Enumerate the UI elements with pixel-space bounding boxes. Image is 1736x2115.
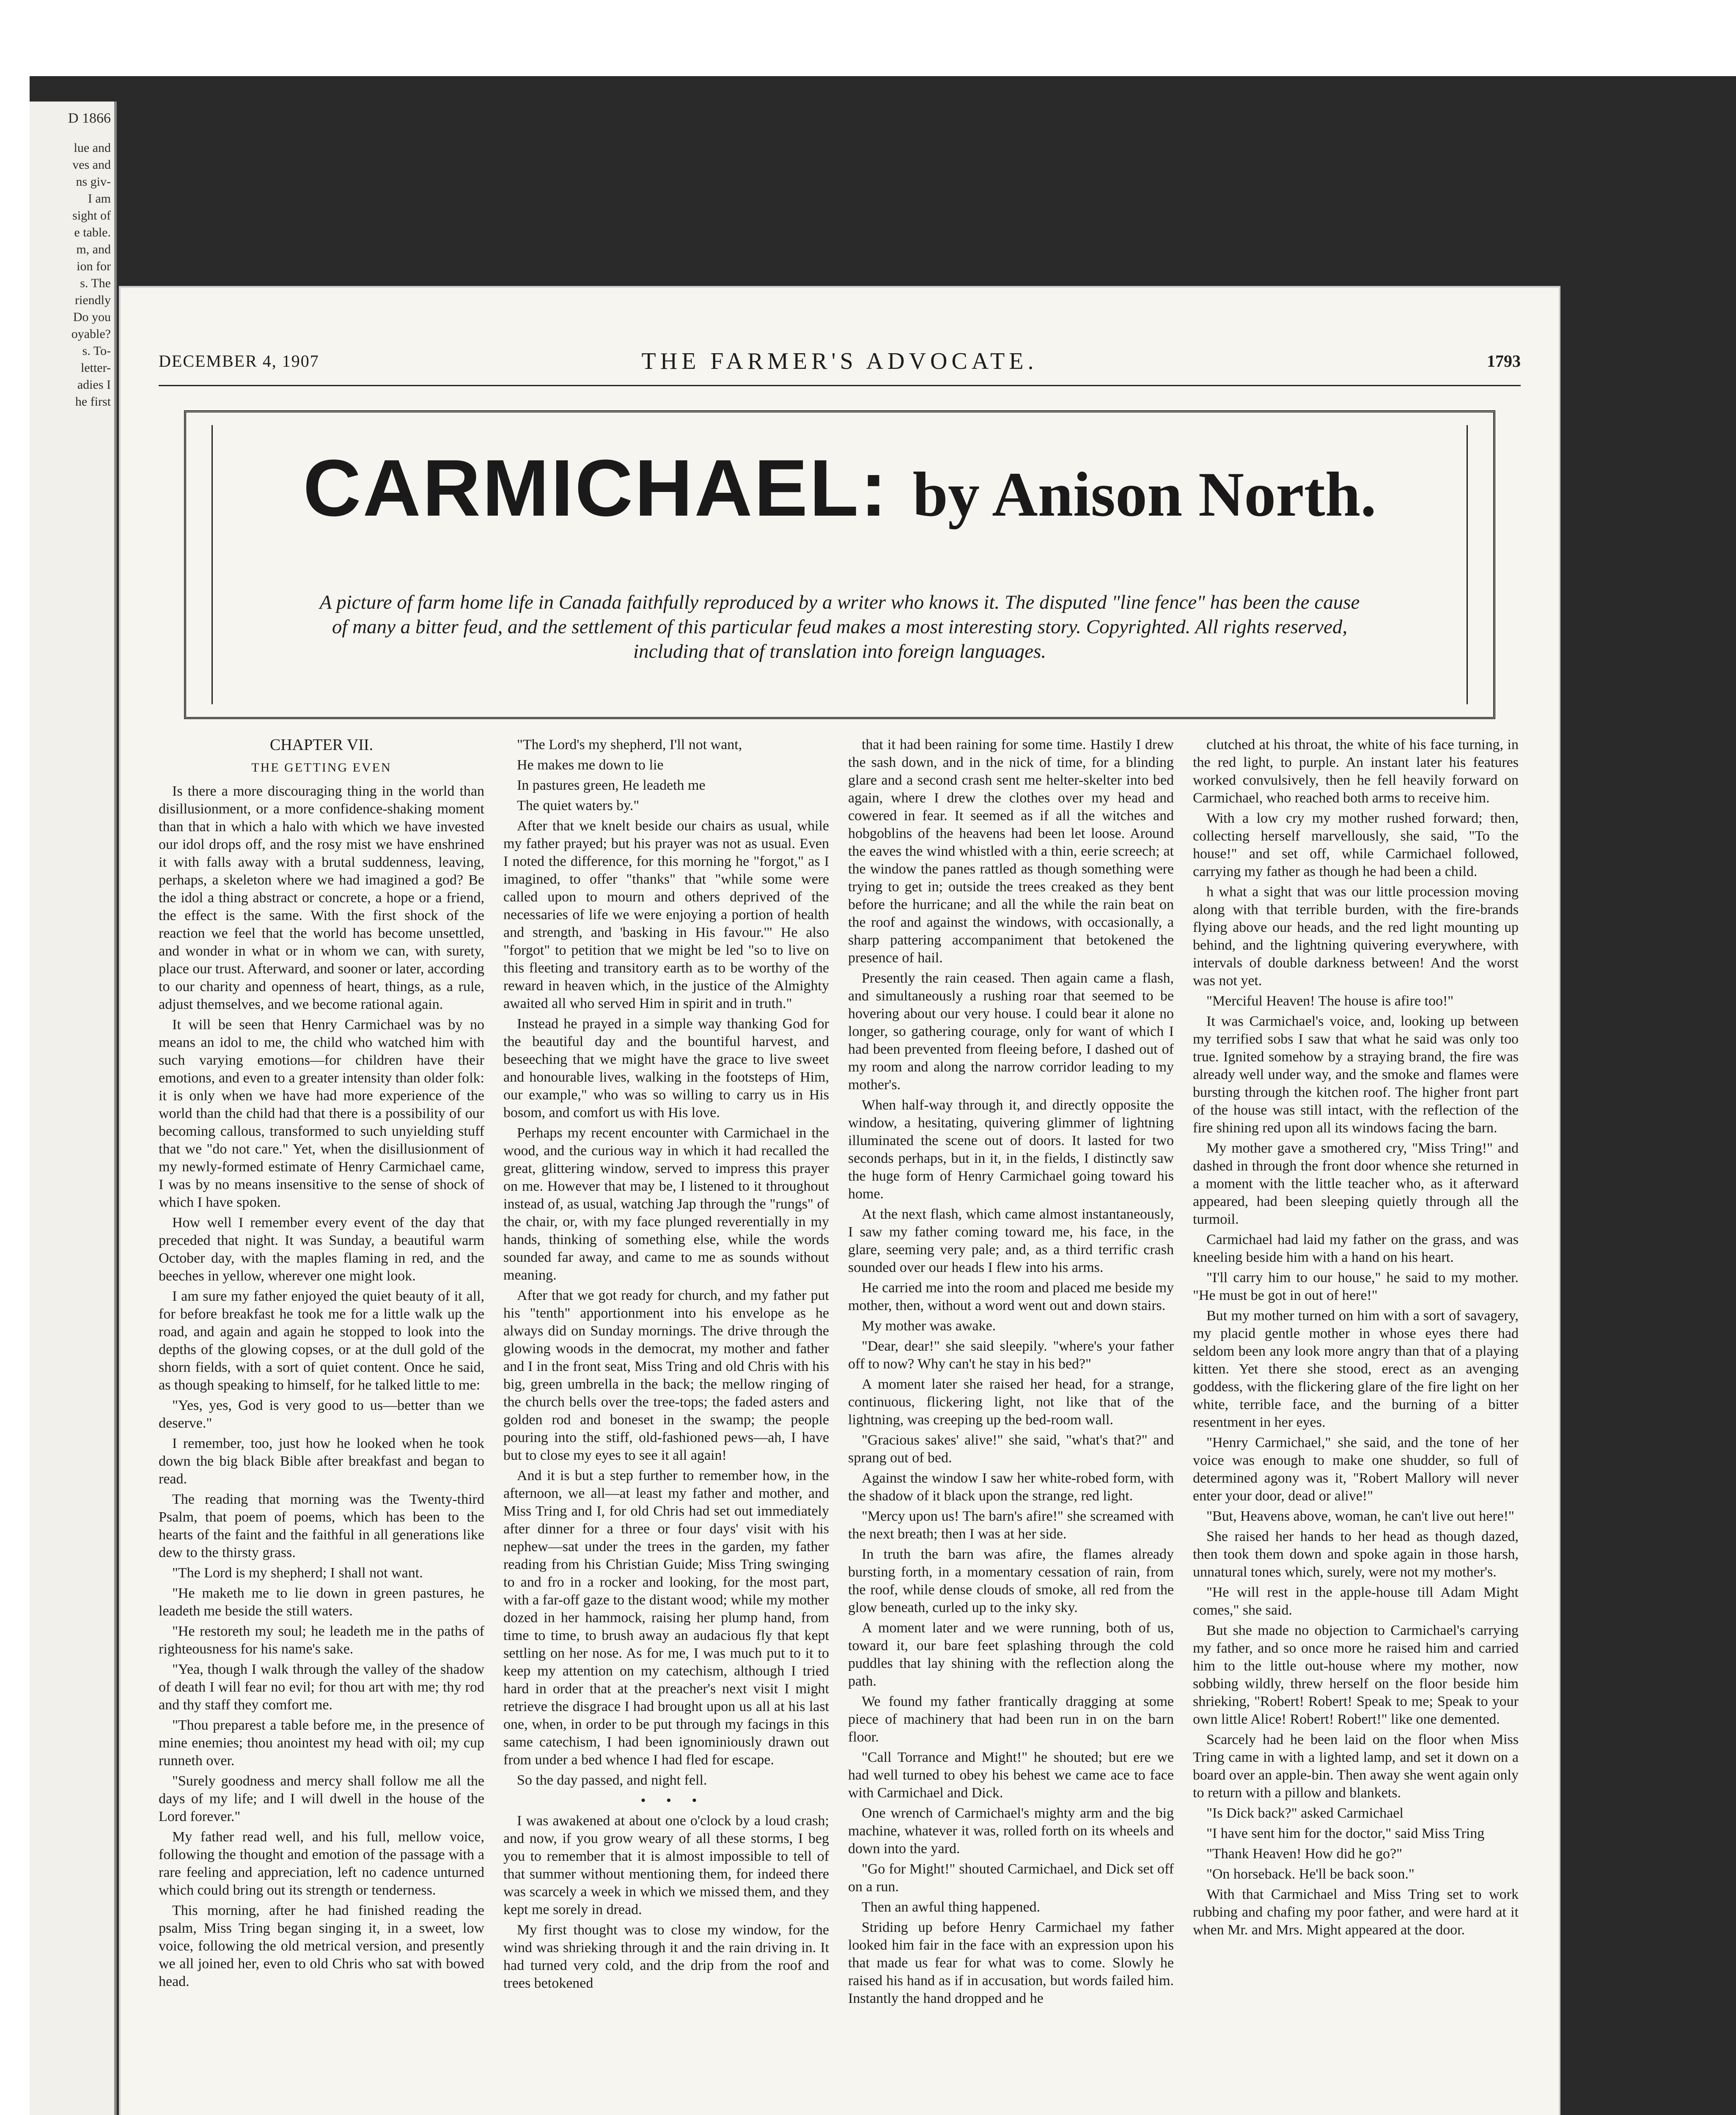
paragraph: So the day passed, and night fell.: [517, 1772, 707, 1788]
paragraph: A moment later and we were running, both of us, toward it, our bare feet splashing through the cold puddles that lay shining with the reflection along the path.: [848, 1620, 1174, 1689]
previous-page-line: he first: [75, 395, 111, 409]
column-2: [503, 736, 829, 2115]
previous-page-line: Do you: [73, 310, 111, 324]
paragraph: The quiet waters by.": [517, 798, 640, 813]
paragraph: "Dear, dear!" she said sleepily. "where's your father off to now? Why can't he stay in his bed?": [848, 1338, 1174, 1372]
previous-page-line: I am: [88, 192, 111, 206]
previous-page-line: m, and: [76, 242, 111, 256]
previous-page-line: adies I: [77, 378, 111, 392]
paragraph: clutched at his throat, the white of his face turning, in the red light, to purple. An instant later his features worked convulsively, then he fell heavily forward on Carmichael, who reached both arms to receive him.: [1193, 737, 1519, 806]
story-byline: by Anison North.: [912, 459, 1376, 530]
paragraph: Instead he prayed in a simple way thanking God for the beautiful day and the bountiful harvest, and beseeching that we might have the grace to live sweet and honourable lives, walking in the footsteps of Him, our example," who was so willing to carry us in His bosom, and comfort us with His love.: [503, 1016, 829, 1121]
paragraph: My first thought was to close my window, for the wind was shrieking through it and the rain driving in. It had turned very cold, and the drip from the roof and trees betokened: [503, 1922, 829, 1991]
paragraph: "The Lord's my shepherd, I'll not want,: [517, 737, 742, 753]
paragraph: "I'll carry him to our house," he said to my mother. "He must be got in out of here!": [1193, 1270, 1519, 1303]
paragraph: He makes me down to lie: [517, 757, 664, 773]
paragraph: But my mother turned on him with a sort of savagery, my placid gentle mother in whose eyes there had seldom been any look more angry than that of a playing kitten. Yet there she stood, erect as an avenging goddess, with the flickering glare of the fire light on her white, terrible face, and the burning of a bitter resentment in her eyes.: [1193, 1308, 1519, 1430]
story-title-main: CARMICHAEL:: [303, 443, 889, 533]
paragraph: Carmichael had laid my father on the grass, and was kneeling beside him with a hand on his heart.: [1193, 1232, 1519, 1265]
previous-page-line: letter-: [80, 361, 111, 375]
paragraph: My mother gave a smothered cry, "Miss Tring!" and dashed in through the front door whence she returned in a moment with the little teacher who, as it afterward appeared, had been sleeping quietly through all the turmoil.: [1193, 1140, 1519, 1227]
paragraph: "Yea, though I walk through the valley of the shadow of death I will fear no evil; for thou art with me; thy rod and thy staff they comfort me.: [159, 1662, 484, 1713]
paragraph: We found my father frantically dragging at some piece of machinery that had been run in on the barn floor.: [848, 1694, 1174, 1745]
paragraph: "On horseback. He'll be back soon.": [1206, 1866, 1415, 1882]
paragraph: In pastures green, He leadeth me: [517, 777, 706, 793]
scan-margin-top: [0, 0, 1736, 76]
paragraph: How well I remember every event of the day that preceded that night. It was Sunday, a beautiful warm October day, with the maples flaming in red, and the beeches in yellow, wherever one might look.: [159, 1215, 484, 1284]
paragraph: "He maketh me to lie down in green pastures, he leadeth me beside the still waters.: [159, 1585, 484, 1619]
paragraph: "Gracious sakes' alive!" she said, "what's that?" and sprang out of bed.: [848, 1432, 1174, 1466]
paragraph: She raised her hands to her head as though dazed, then took them down and spoke again in those harsh, unnatural tones which, surely, were not my mother's.: [1193, 1529, 1519, 1580]
paragraph: "Yes, yes, God is very good to us—better than we deserve.": [159, 1398, 484, 1431]
paragraph: With a low cry my mother rushed forward; then, collecting herself marvellously, she said, "To the house!" and set off, while Carmichael followed, carrying my father as though he had been a child.: [1193, 810, 1519, 879]
previous-page-line: ns giv-: [76, 175, 111, 189]
previous-page-line: sight of: [72, 209, 111, 222]
column-4: [1193, 736, 1519, 2115]
paragraph: This morning, after he had finished reading the psalm, Miss Tring began singing it, in a sweet, low voice, following the old metrical version, and presently we all joined her, even to old Chris who sat with bowed head.: [159, 1903, 484, 1989]
previous-page-line: oyable?: [71, 327, 111, 341]
title-box: [184, 410, 1495, 719]
story-title: [186, 442, 1493, 534]
paragraph: "Thank Heaven! How did he go?": [1206, 1846, 1403, 1862]
paragraph: My mother was awake.: [862, 1318, 996, 1334]
paragraph: I was awakened at about one o'clock by a loud crash; and now, if you grow weary of all these storms, I beg you to remember that it is almost impossible to tell of that summer without mentioning them, for indeed there was scarcely a week in which we missed them, and they kept me sorely in dread.: [503, 1813, 829, 1917]
paragraph: "The Lord is my shepherd; I shall not want.: [172, 1565, 423, 1581]
page-number: 1793: [1487, 352, 1521, 371]
paragraph: Scarcely had he been laid on the floor when Miss Tring came in with a lighted lamp, and set it down on a board over an apple-bin. Then away she went again only to return with a pillow and blankets.: [1193, 1732, 1519, 1801]
paper-name: THE FARMER'S ADVOCATE.: [641, 348, 1038, 374]
paragraph: Striding up before Henry Carmichael my father looked him fair in the face with an expression upon his that made us fear for what was to come. Slowly he raised his hand as if in accusation, but words failed him. Instantly the hand dropped and he: [848, 1920, 1174, 2006]
paragraph: In truth the barn was afire, the flames already bursting forth, in a momentary cessation of rain, from the roof, while dense clouds of smoke, all red from the glow beneath, curled up to the inky sky.: [848, 1546, 1174, 1615]
paragraph: that it had been raining for some time. Hastily I drew the sash down, and in the nick of time, for a blinding glare and a second crash sent me helter-skelter into bed again, where I drew the clothes over my head and cowered in fear. It seemed as if all the witches and hobgoblins of the heavens had been let loose. Around the eaves the wind whistled with a thin, eerie screech; at the window the panes rattled as though something were trying to get in; outside the trees creaked as they bent before the hurricane; and all the while the rain beat on the roof and against the windows, with occasionally, a sharp pattering accompaniment that betokened the presence of hail.: [848, 737, 1174, 966]
paragraph: "He restoreth my soul; he leadeth me in the paths of righteousness for his name's sake.: [159, 1623, 484, 1657]
paragraph: A moment later she raised her head, for a strange, continuous, flickering light, not like that of the lightning, was creeping up the bed-room wall.: [848, 1376, 1174, 1428]
paragraph: It was Carmichael's voice, and, looking up between my terrified sobs I saw that what he said was only too true. Ignited somehow by a straying brand, the fire was already well under way, and the smoke and flames were bursting through the kitchen roof. The higher front part of the house was still intact, with the reflection of the fire shining red upon all its windows facing the barn.: [1193, 1014, 1519, 1136]
previous-page-line: ves and: [72, 158, 111, 172]
previous-page-line: s. The: [80, 276, 111, 290]
paragraph: Against the window I saw her white-robed form, with the shadow of it black upon the strange, red light.: [848, 1470, 1174, 1504]
header-rule: [159, 385, 1521, 386]
paragraph: One wrench of Carmichael's mighty arm and the big machine, whatever it was, rolled forth on its wheels and down into the yard.: [848, 1805, 1174, 1857]
paragraph: "Thou preparest a table before me, in the presence of mine enemies; thou anointest my head with oil; my cup runneth over.: [159, 1717, 484, 1769]
paragraph: It will be seen that Henry Carmichael was by no means an idol to me, the child who watched him with such varying emotions—for children have their emotions, and even to a greater intensity than older folk: it is only when we have had more experience of the world than the child had that there is a possibility of our becoming callous, transformed to such unyielding stuff that we "do not care." Yet, when the disillusionment of my newly-formed estimate of Henry Carmichael came, I was by no means insensitive to the sense of shock of which I have spoken.: [159, 1017, 484, 1210]
scan-margin-left: [0, 0, 30, 2115]
paragraph: Perhaps my recent encounter with Carmichael in the wood, and the curious way in which it had recalled the great, glittering window, served to impress this prayer on me. However that may be, I listened to it throughout instead of, as usual, watching Jap through the "rungs" of the chair, or, with my face plunged reverentially in my hands, thinking of something else, while the words sounded far away, and came to me as sounds without meaning.: [503, 1125, 829, 1283]
paragraph: I remember, too, just how he looked when he took down the big black Bible after breakfast and began to read.: [159, 1436, 484, 1487]
column-3: [848, 736, 1174, 2115]
previous-page-line: e table.: [74, 225, 111, 239]
paragraph: After that we got ready for church, and my father put his "tenth" apportionment into his envelope as he always did on Sunday mornings. The drive through the glowing woods in the democrat, my mother and father and I in the front seat, Miss Tring and old Chris with his big, green umbrella in the back; the mellow ringing of the church bells over the tree-tops; the faded asters and golden rod and boneset in the swamp; the people pouring into the stiff, old-fashioned pews—ah, I have but to close my eyes to see it all again!: [503, 1288, 829, 1463]
text-columns: [159, 736, 1521, 2115]
paragraph: My father read well, and his full, mellow voice, following the thought and emotion of the passage with a rare feeling and appreciation, left no cadence unturned which could bring out its strength or tenderness.: [159, 1829, 484, 1898]
paragraph: At the next flash, which came almost instantaneously, I saw my father coming toward me, his face, in the glare, seeming very pale; and, as a third terrific crash sounded over our heads I flew into his arms.: [848, 1206, 1174, 1275]
paragraph: "Is Dick back?" asked Carmichael: [1206, 1805, 1404, 1821]
paragraph: Is there a more discouraging thing in the world than disillusionment, or a more confidence-shaking moment than that in which a halo with which we have invested our idol drops off, and the rosy mist we have enshrined it with falls away with a brutal suddenness, leaving, perhaps, a skeleton where we had imagined a god? Be the idol a thing abstract or concrete, a hope or a friend, the effect is the same. With the first shock of the reaction we feel that the world has become unsettled, and wonder in what or in whom we can, with surety, place our trust. Afterward, and sooner or later, according to our charity and openness of heart, things, as a rule, adjust themselves, and we become rational again.: [159, 783, 484, 1012]
paragraph: The reading that morning was the Twenty-third Psalm, that poem of poems, which has been to the hearts of the faint and the faithful in all generations like dew to the thirsty grass.: [159, 1491, 484, 1560]
column-1: [159, 736, 484, 2115]
paragraph: After that we knelt beside our chairs as usual, while my father prayed; but his prayer was not as usual. Even I noted the difference, for this morning he "forgot," as I imagined, to offer "thanks" that "while some were called upon to mourn and others deprived of the necessaries of life we were enjoying a portion of health and strength, and 'basking in His favour.'" He also "forgot" to petition that we might be led "so to live on this fleeting and transitory earth as to be worthy of the reward in heaven which, in the justice of the Almighty awaited all who served Him in spirit and in truth.": [503, 818, 829, 1011]
previous-page-line: ion for: [77, 259, 111, 273]
previous-page-lines: [71, 140, 111, 410]
paragraph: h what a sight that was our little procession moving along with that terrible burden, with the fire-brands flying above our heads, and the red light mounting up behind, and the lightning quivering everywhere, with intervals of double darkness between! And the worst was not yet.: [1193, 884, 1519, 989]
story-subtitle: A picture of farm home life in Canada faithfully reproduced by a writer who knows it. The disputed "line fence" has been the cause of many a bitter feud, and the settlement of this particular feud makes a most interesting story. Copyrighted. All rights reserved, including that of translation into foreign languages.: [319, 591, 1360, 662]
section-break: • • •: [640, 1793, 706, 1808]
paragraph: "Go for Might!" shouted Carmichael, and Dick set off on a run.: [848, 1861, 1174, 1895]
paragraph: "He will rest in the apple-house till Adam Might comes," she said.: [1193, 1585, 1519, 1618]
chapter-title: THE GETTING EVEN: [251, 761, 392, 775]
paragraph: "Mercy upon us! The barn's afire!" she screamed with the next breath; then I was at her side.: [848, 1508, 1174, 1542]
previous-page-edge: [30, 102, 117, 2115]
previous-page-line: lue and: [74, 141, 111, 155]
previous-page-line: riendly: [75, 293, 111, 307]
running-head: [159, 348, 1521, 376]
paragraph: He carried me into the room and placed me beside my mother, then, without a word went out and down stairs.: [848, 1280, 1174, 1313]
paragraph: With that Carmichael and Miss Tring set to work rubbing and chafing my poor father, and were hard at it when Mr. and Mrs. Might appeared at the door.: [1193, 1887, 1519, 1938]
paragraph: "Surely goodness and mercy shall follow me all the days of my life; and I will dwell in the house of the Lord forever.": [159, 1773, 484, 1824]
paragraph: But she made no objection to Carmichael's carrying my father, and so once more he raised him and carried him to the little out-house where my mother, now sobbing wildly, threw herself on the floor beside him shrieking, "Robert! Robert! Speak to me; Speak to your own little Alice! Robert! Robert!" like one demented.: [1193, 1623, 1519, 1727]
paragraph: "I have sent him for the doctor," said Miss Tring: [1206, 1826, 1485, 1841]
paragraph: "Merciful Heaven! The house is afire too!": [1206, 993, 1454, 1009]
paragraph: "But, Heavens above, woman, he can't live out here!": [1206, 1508, 1514, 1524]
newspaper-page: [121, 288, 1559, 2115]
previous-page-text: D 1866: [68, 110, 111, 126]
chapter-number: CHAPTER VII.: [269, 736, 374, 754]
issue-date: DECEMBER 4, 1907: [159, 352, 319, 371]
paragraph: "Call Torrance and Might!" he shouted; but ere we had well turned to obey his behest we came ace to face with Carmichael and Dick.: [848, 1750, 1174, 1801]
paragraph: "Henry Carmichael," she said, and the tone of her voice was enough to make one shudder, so full of determined agony was it, "Robert Mallory will never enter your door, dead or alive!": [1193, 1435, 1519, 1504]
paragraph: And it is but a step further to remember how, in the afternoon, we all—at least my father and mother, and Miss Tring and I, for old Chris had set out immediately after dinner for a three or four days' visit with his nephew—sat under the trees in the garden, my father reading from his Christian Guide; Miss Tring swinging to and fro in a rocker and looking, for the most part, with a far-off gaze to the distant wood; while my mother dozed in her hammock, raising her plump hand, from time to time, to brush away an audacious fly that kept settling on her nose. As for me, I was much put to it to keep my attention on my catechism, although I tried hard in order that at the preacher's next visit I might retrieve the disgrace I had brought upon us all at his last one, when, in order to be put through my facings in this same catechism, I had been ignominiously drawn out from under a bed whence I had fled for escape.: [503, 1468, 829, 1768]
paragraph: Then an awful thing happened.: [862, 1899, 1041, 1915]
paragraph: I am sure my father enjoyed the quiet beauty of it all, for before breakfast he took me for a little walk up the road, and again and again he stopped to look into the depths of the glowing copses, or at the dull gold of the shorn fields, with a sort of quiet content. Once he said, as though speaking to himself, for he talked little to me:: [159, 1288, 484, 1393]
paragraph: Presently the rain ceased. Then again came a flash, and simultaneously a rushing roar that seemed to be hovering about our very house. I could bear it alone no longer, so gathering courage, only for want of which I had been prevented from fleeing before, I dashed out of my room and along the narrow corridor leading to my mother's.: [848, 970, 1174, 1093]
previous-page-line: s. To-: [82, 344, 111, 358]
paragraph: When half-way through it, and directly opposite the window, a hesitating, quivering glimmer of lightning illuminated the scene out of doors. It lasted for two seconds perhaps, but in it, in the fields, I distinctly saw the huge form of Henry Carmichael going toward his home.: [848, 1097, 1174, 1202]
